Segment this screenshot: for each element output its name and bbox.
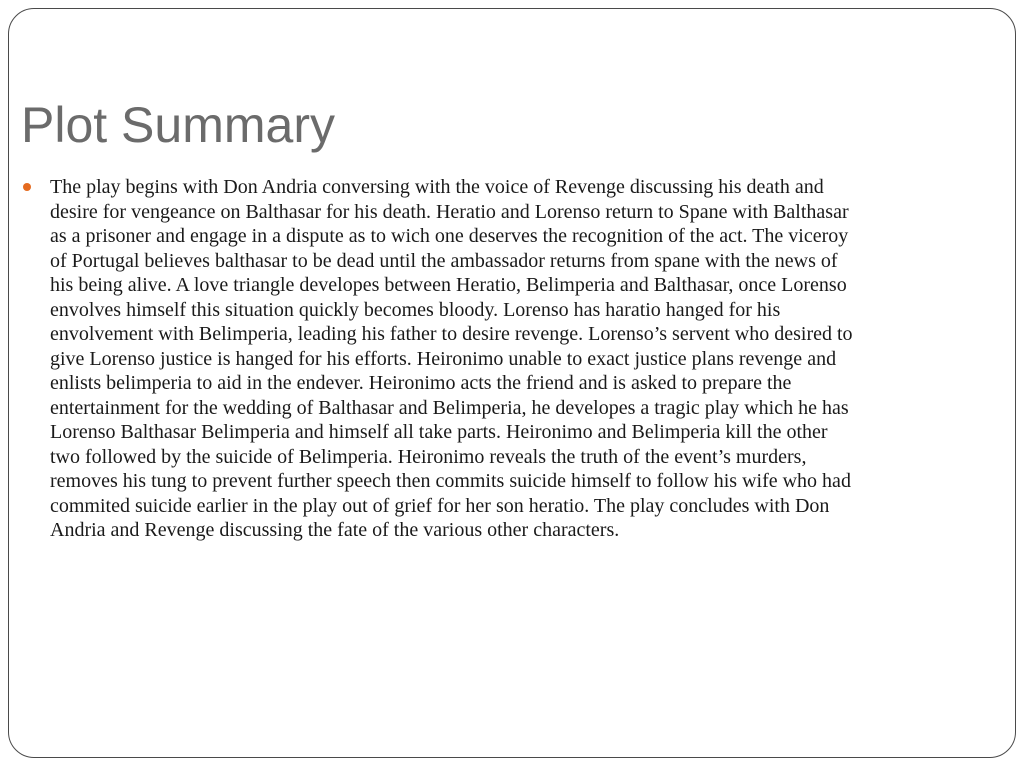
slide-content <box>23 175 983 543</box>
slide-frame <box>8 8 1016 758</box>
bullet-dot-icon <box>23 183 31 191</box>
bullet-item <box>23 175 983 543</box>
slide-title: Plot Summary <box>21 97 335 153</box>
plot-summary-text: The play begins with Don Andria conversing with the voice of Revenge discussing his death and desire for vengeance on Balthasar for his death. Heratio and Lorenso return to Spane with Balthasar as a prisoner and engage in a dispute as to wich one deserves the recognition of the act. The viceroy of Portugal believes balthasar to be dead until the ambassador returns from spane with the news of his being alive. A love triangle developes between Heratio, Belimperia and Balthasar, once Lorenso envolves himself this situation quickly becomes bloody. Lorenso has haratio hanged for his envolvement with Belimperia, leading his father to desire revenge. Lorenso’s servent who desired to give Lorenso justice is hanged for his efforts. Heironimo unable to exact justice plans revenge and enlists belimperia to aid in the endever. Heironimo acts the friend and is asked to prepare the entertainment for the wedding of Balthasar and Belimperia, he developes a tragic play which he has Lorenso Balthasar Belimperia and himself all take parts. Heironimo and Belimperia kill the other two followed by the suicide of Belimperia. Heironimo reveals the truth of the event’s murders, removes his tung to prevent further speech then commits suicide himself to follow his wife who had commited suicide earlier in the play out of grief for her son heratio. The play concludes with Don Andria and Revenge discussing the fate of the various other characters. <box>50 176 853 541</box>
